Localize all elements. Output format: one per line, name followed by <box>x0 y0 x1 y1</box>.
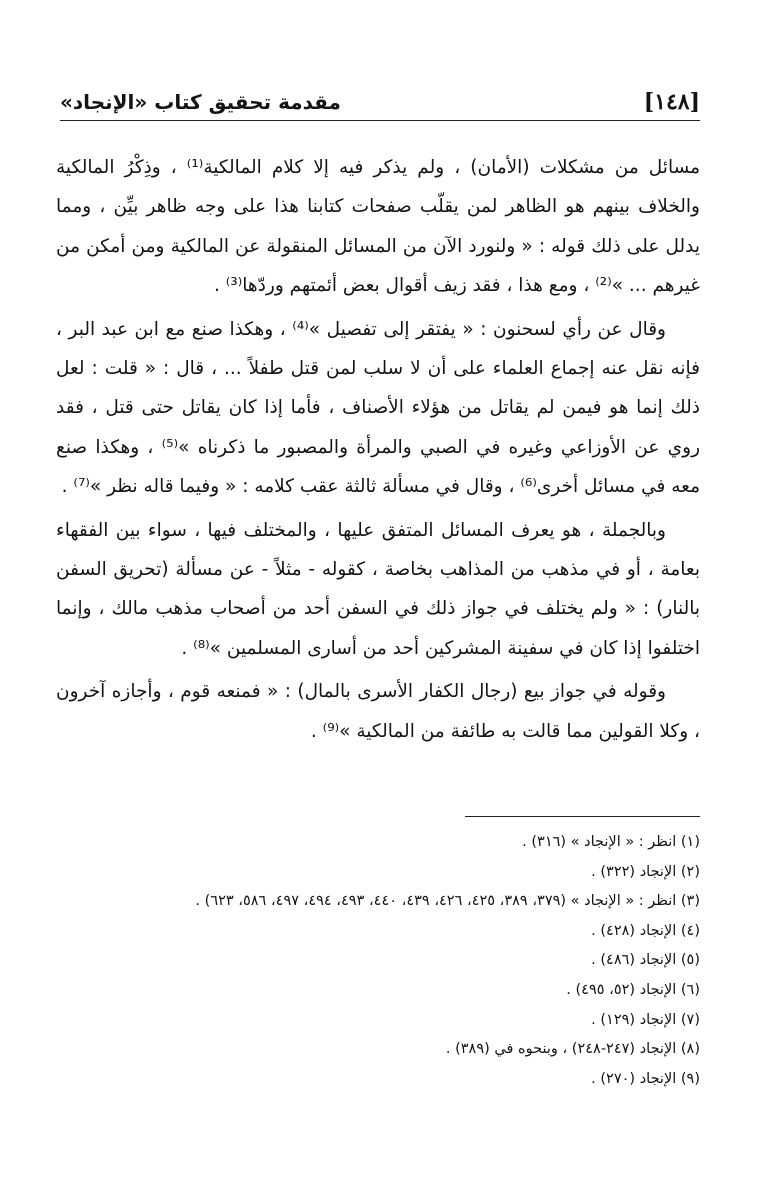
footnote-2: (٢) الإنجاد (٣٢٢) . <box>591 863 700 880</box>
header-rule <box>60 120 700 121</box>
footnote-9: (٩) الإنجاد (٢٧٠) . <box>591 1070 700 1087</box>
paragraph-3: وبالجملة ، هو يعرف المسائل المتفق عليها ، والمختلف فيها ، سواء بين الفقهاء بعامة ، أو في مذهب من المذاهب بخاصة ، كقوله - مثلاً - عن مسألة (تحريق السفن بالنار) : « ولم يختلف في جواز ذلك في السفن أحد من أصحاب مذهب مالك ، وإنما اختلفوا إذا كان في سفينة المشركين أحد من أسارى المسلمين »⁽⁸⁾ . <box>56 519 700 659</box>
footnote-4: (٤) الإنجاد (٤٢٨) . <box>591 922 700 939</box>
footnote-separator <box>465 816 700 817</box>
footnote-8: (٨) الإنجاد (٢٤٧-٢٤٨) ، وبنحوه في (٣٨٩) . <box>445 1041 700 1058</box>
footnote-7: (٧) الإنجاد (١٢٩) . <box>591 1011 700 1028</box>
header-title: مقدمة تحقيق كتاب «الإنجاد» <box>60 90 341 114</box>
footnote-3: (٣) انظر : « الإنجاد » (٣٧٩، ٣٨٩، ٤٢٥، ٤٢٦، ٤٣٩، ٤٤٠، ٤٩٣، ٤٩٤، ٤٩٧، ٥٨٦، ٦٢٣) . <box>195 893 700 910</box>
paragraph-1: مسائل من مشكلات (الأمان) ، ولم يذكر فيه إلا كلام المالكية⁽¹⁾ ، وذِكْرُ المالكية والخلاف بينهم هو الظاهر لمن يقلّب صفحات كتابنا هذا على وجه ظاهر بيِّن ، ومما يدلل على ذلك قوله : « ولنورد الآن من المسائل المنقولة عن المالكية ومن أمكن من غيرهم ... »⁽²⁾ ، ومع هذا ، فقد زيف أقوال بعض أئمتهم وردّها⁽³⁾ . <box>56 157 701 297</box>
page-number: [١٤٨] <box>643 89 700 115</box>
paragraph-4: وقوله في جواز بيع (رجال الكفار الأسرى بالمال) : « فمنعه قوم ، وأجازه آخرون ، وكلا القولين مما قالت به طائفة من المالكية »⁽⁹⁾ . <box>56 681 700 742</box>
paragraph-2: وقال عن رأي لسحنون : « يفتقر إلى تفصيل »⁽⁴⁾ ، وهكذا صنع مع ابن عبد البر ، فإنه نقل عنه إجماع العلماء على أن لا سلب لمن قتل طفلاً ... ، قال : « قلت : لعل ذلك إنما هو فيمن لم يقاتل من هؤلاء الأصناف ، فأما إذا كان يقاتل حتى قتل ، فقد روي عن الأوزاعي وغيره في الصبي والمرأة والمصبور ما ذكرناه »⁽⁵⁾ ، وهكذا صنع معه في مسائل أخرى⁽⁶⁾ ، وقال في مسألة ثالثة عقب كلامه : « وفيما قاله نظر »⁽⁷⁾ . <box>56 318 700 498</box>
running-header <box>60 78 700 118</box>
footnote-5: (٥) الإنجاد (٤٨٦) . <box>591 952 700 969</box>
main-text <box>56 148 700 755</box>
footnote-1: (١) انظر : « الإنجاد » (٣١٦) . <box>522 834 700 850</box>
footnotes <box>60 828 700 1094</box>
footnote-6: (٦) الإنجاد (٥٢، ٤٩٥) . <box>566 981 700 998</box>
